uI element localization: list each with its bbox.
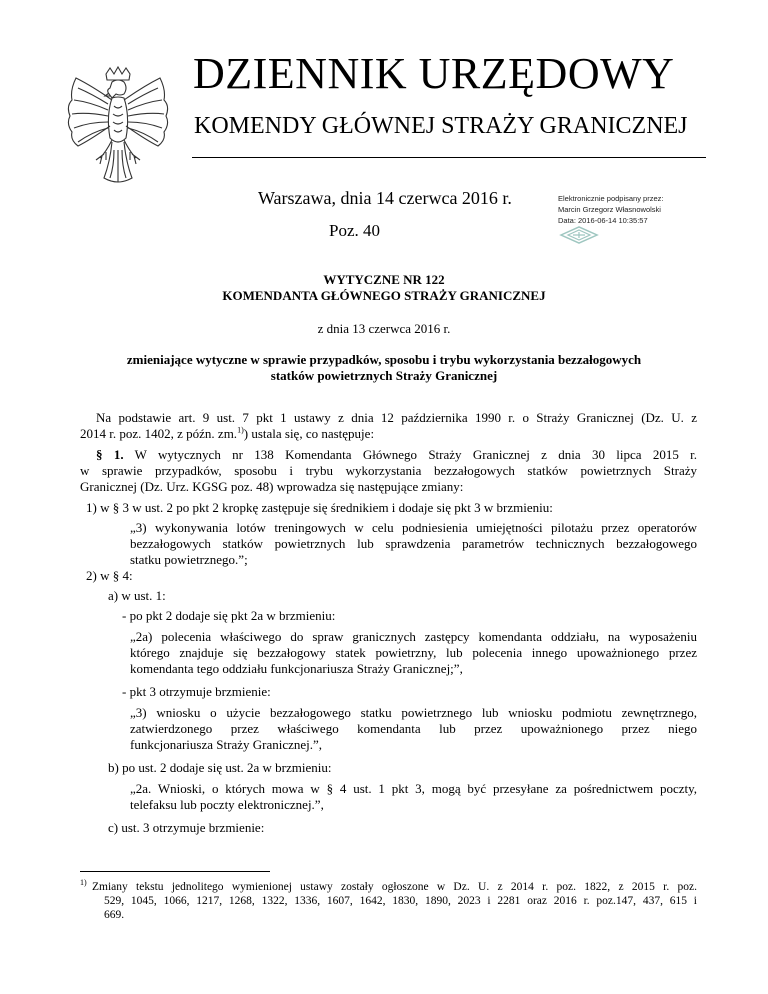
act-title: WYTYCZNE NR 122 xyxy=(323,272,445,287)
journal-subtitle: KOMENDY GŁÓWNEJ STRAŻY GRANICZNEJ xyxy=(194,113,688,139)
amendment-item: 2) w § 4: xyxy=(86,568,133,583)
quoted-text-line: funkcjonariusza Straży Granicznej.”, xyxy=(130,737,323,752)
act-subject-line: statków powietrznych Straży Granicznej xyxy=(270,368,498,383)
footnote-line: 669. xyxy=(104,909,125,921)
paragraph-label: § 1. xyxy=(96,447,124,462)
quoted-text-line: statku powietrznego.”; xyxy=(130,552,248,567)
amendment-item: 1) w § 3 w ust. 2 po pkt 2 kropkę zastępuje się średnikiem i dodaje się pkt 3 w brzmieniu: xyxy=(86,500,553,515)
header-divider xyxy=(192,157,706,158)
quoted-text-line: zatwierdzonego przez właściwego komendanta lub przez upoważnionego przez niego xyxy=(130,721,697,736)
quoted-text-line: „2a) polecenia właściwego do spraw granicznych zastępcy komendanta oddziału, na wyposażeniu xyxy=(130,629,697,644)
footnote-divider xyxy=(80,871,270,872)
amendment-subitem: b) po ust. 2 dodaje się ust. 2a w brzmieniu: xyxy=(108,760,332,775)
signature-diamond-icon xyxy=(559,226,599,244)
paragraph-1-line: w sprawie przypadków, sposobu i trybu wykorzystania bezzałogowych statków powietrznych Straży xyxy=(80,463,697,478)
legal-basis-line: Na podstawie art. 9 ust. 7 pkt 1 ustawy z dnia 12 października 1990 r. o Straży Granicznej (Dz. U. z xyxy=(96,410,697,425)
footnote-marker xyxy=(80,880,87,894)
paragraph-text: W wytycznych nr 138 Komendanta Głównego Straży Granicznej z dnia 30 lipca 2015 r. xyxy=(134,447,698,462)
amendment-subitem: a) w ust. 1: xyxy=(108,588,166,603)
quoted-text-line: komendanta tego oddziału funkcjonariusza Straży Granicznej;”, xyxy=(130,661,463,676)
signature-signer: Marcin Grzegorz Własnowolski xyxy=(558,205,661,214)
act-date: z dnia 13 czerwca 2016 r. xyxy=(317,321,451,336)
signature-label: Elektronicznie podpisany przez: xyxy=(558,194,664,203)
polish-eagle-icon xyxy=(62,66,174,194)
quoted-text-line: „3) wykonywania lotów treningowych w celu podniesienia umiejętności pilotażu przez operatorów xyxy=(130,520,697,535)
act-issuer: KOMENDANTA GŁÓWNEGO STRAŻY GRANICZNEJ xyxy=(222,288,546,303)
paragraph-1-line: Granicznej (Dz. Urz. KGSG poz. 48) wprowadza się następujące zmiany: xyxy=(80,479,464,494)
place-date: Warszawa, dnia 14 czerwca 2016 r. xyxy=(258,188,512,208)
footnote-number: 1) xyxy=(80,878,87,888)
journal-title: DZIENNIK URZĘDOWY xyxy=(193,49,675,98)
footnote-line: 529, 1045, 1066, 1217, 1268, 1322, 1336, 1607, 1642, 1830, 1890, 2023 i 2281 oraz 2016 r. poz.147, 437, 615 i xyxy=(104,895,697,907)
footnote-line: Zmiany tekstu jednolitego wymienionej ustawy zostały ogłoszone w Dz. U. z 2014 r. poz. 1822, z 2015 r. poz. xyxy=(92,881,697,893)
quoted-text-line: „3) wniosku o użycie bezzałogowego statku powietrznego lub wniosku podmiotu zewnętrznego, xyxy=(130,705,697,720)
signature-date: Data: 2016-06-14 10:35:57 xyxy=(558,216,648,225)
amendment-dash-item: - po pkt 2 dodaje się pkt 2a w brzmieniu: xyxy=(122,608,336,623)
legal-basis-text: ) ustala się, co następuje: xyxy=(243,426,375,441)
legal-basis-line xyxy=(80,426,374,442)
quoted-text-line: którego znajduje się bezzałogowy statek powietrzny, lub polecenia innego upoważnionego przez xyxy=(130,645,697,660)
footnote-reference: 1) xyxy=(237,425,244,435)
amendment-subitem: c) ust. 3 otrzymuje brzmienie: xyxy=(108,820,265,835)
amendment-dash-item: - pkt 3 otrzymuje brzmienie: xyxy=(122,684,271,699)
quoted-text-line: telefaksu lub poczty elektronicznej.”, xyxy=(130,797,324,812)
electronic-signature xyxy=(558,193,663,226)
quoted-text-line: „2a. Wnioski, o których mowa w § 4 ust. 1 pkt 3, mogą być przesyłane za pośrednictwem poczty, xyxy=(130,781,697,796)
legal-basis-text: 2014 r. poz. 1402, z późn. zm. xyxy=(80,426,238,441)
act-subject-line: zmieniające wytyczne w sprawie przypadków, sposobu i trybu wykorzystania bezzałogowych xyxy=(126,352,642,367)
position-number: Poz. 40 xyxy=(329,221,380,240)
paragraph-1-line xyxy=(96,447,697,463)
quoted-text-line: bezzałogowych statków powietrznych lub sprawdzenia parametrów technicznych bezzałogowego xyxy=(130,536,697,551)
